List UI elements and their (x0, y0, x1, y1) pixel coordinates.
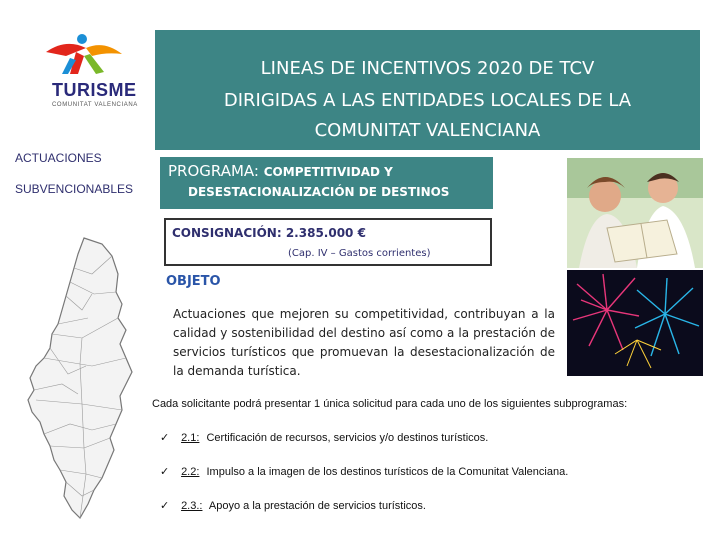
region-map (22, 234, 142, 524)
subprograma-text: Certificación de recursos, servicios y/o destinos turísticos. (206, 432, 489, 444)
checkmark-icon: ✓ (160, 432, 170, 444)
subprograma-item (160, 431, 488, 444)
programa-label-row (168, 162, 393, 180)
turisme-logo (26, 30, 154, 110)
subprograma-code: 2.3.: (181, 500, 203, 512)
fireworks-photo-image (567, 270, 703, 376)
subprogramas-intro: Cada solicitante podrá presentar 1 única solicitud para cada uno de los siguientes subprogramas: (152, 398, 628, 410)
subprograma-item (160, 499, 426, 512)
subprograma-text: Impulso a la imagen de los destinos turísticos de la Comunitat Valenciana. (206, 466, 569, 478)
banner-line-2: DIRIGIDAS A LAS ENTIDADES LOCALES DE LA (223, 90, 632, 111)
consignacion-box (164, 218, 492, 266)
programa-label: PROGRAMA: (168, 162, 259, 180)
programa-name-line1: COMPETITIVIDAD Y (263, 165, 393, 179)
consignacion-amount: CONSIGNACIÓN: 2.385.000 € (172, 226, 366, 240)
title-banner (155, 30, 700, 150)
consignacion-note: (Cap. IV – Gastos corrientes) (288, 248, 431, 259)
banner-line-3: COMUNITAT VALENCIANA (314, 120, 541, 141)
banner-line-1: LINEAS DE INCENTIVOS 2020 DE TCV (260, 58, 595, 79)
subprograma-text: Apoyo a la prestación de servicios turísticos. (208, 500, 426, 512)
label-subvencionables: SUBVENCIONABLES (15, 182, 134, 196)
label-actuaciones: ACTUACIONES (15, 151, 102, 165)
map-icon (22, 234, 142, 524)
tourists-photo (567, 158, 703, 268)
tourists-photo-image (567, 158, 703, 268)
programa-box (160, 157, 493, 209)
objeto-title: OBJETO (166, 274, 221, 289)
fireworks-photo (567, 270, 703, 376)
logo-subtitle: COMUNITAT VALENCIANA (52, 102, 138, 108)
checkmark-icon: ✓ (160, 500, 170, 512)
subprograma-item (160, 465, 568, 478)
programa-name-line2: DESESTACIONALIZACIÓN DE DESTINOS (188, 185, 450, 199)
subprograma-code: 2.2: (181, 466, 200, 478)
objeto-text: Actuaciones que mejoren su competitividad, contribuyan a la calidad y sostenibilidad del destino así como a la prestación de servicios turísticos que promuevan la desestacionalización de la demanda turística. (173, 307, 555, 378)
logo-word: TURISME (52, 80, 137, 100)
subprograma-code: 2.1: (181, 432, 200, 444)
checkmark-icon: ✓ (160, 466, 170, 478)
